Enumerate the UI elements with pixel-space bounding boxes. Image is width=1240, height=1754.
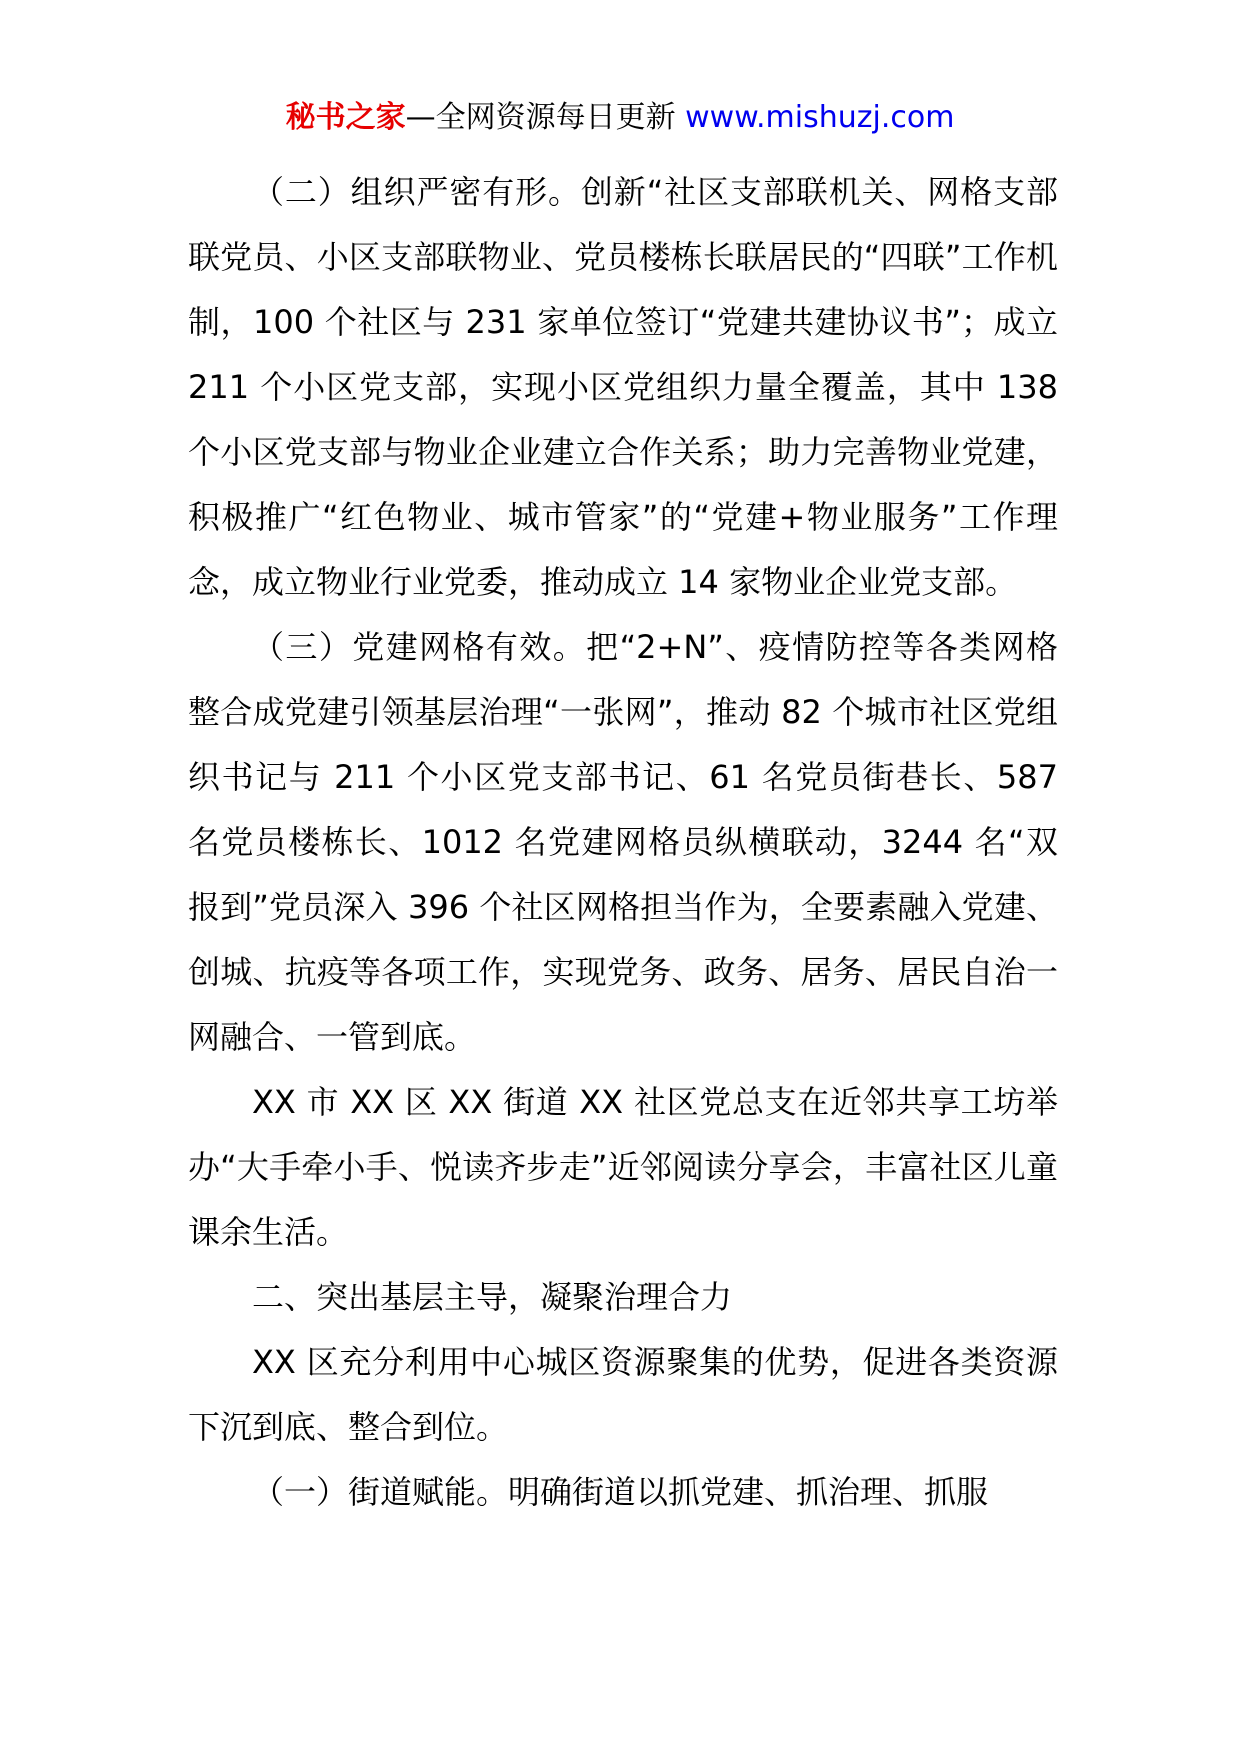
paragraph-resources: XX 区充分利用中心城区资源聚集的优势，促进各类资源下沉到底、整合到位。 — [188, 1343, 1058, 1446]
paragraph-organization: （二）组织严密有形。创新“社区支部联机关、网格支部联党员、小区支部联物业、党员楼栋长联居民的“四联”工作机制，100 个社区与 231 家单位签订“党建共建协议书”；成立 211 个小区党支部，实现小区党组织力量全覆盖，其中 138 个小区党支部与物业企业建立合作关系；助力完善物业党建，积极推广“红色物业、城市管家”的“党建+物业服务”工作理念，成立物业行业党委，推动成立 14 家物业企业党支部。 — [188, 173, 1058, 601]
header-tagline: —全网资源每日更新 — [405, 100, 676, 135]
paragraph-street-empowerment: （一）街道赋能。明确街道以抓党建、抓治理、抓服 — [252, 1473, 989, 1511]
paragraph-reading-event: XX 市 XX 区 XX 街道 XX 社区党总支在近邻共享工坊举办“大手牵小手、悦读齐步走”近邻阅读分享会，丰富社区儿童课余生活。 — [188, 1083, 1058, 1251]
site-url-link[interactable]: www.mishuzj.com — [685, 100, 955, 135]
document-body — [188, 160, 1058, 1525]
brand-name: 秘书之家 — [285, 100, 406, 135]
watermark-header — [0, 98, 1240, 138]
section-heading: 二、突出基层主导，凝聚治理合力 — [252, 1278, 733, 1316]
paragraph-grid: （三）党建网格有效。把“2+N”、疫情防控等各类网格整合成党建引领基层治理“一张网”，推动 82 个城市社区党组织书记与 211 个小区党支部书记、61 名党员街巷长、587 名党员楼栋长、1012 名党建网格员纵横联动，3244 名“双报到”党员深入 396 个社区网格担当作为，全要素融入党建、创城、抗疫等各项工作，实现党务、政务、居务、居民自治一网融合、一管到底。 — [188, 628, 1058, 1056]
